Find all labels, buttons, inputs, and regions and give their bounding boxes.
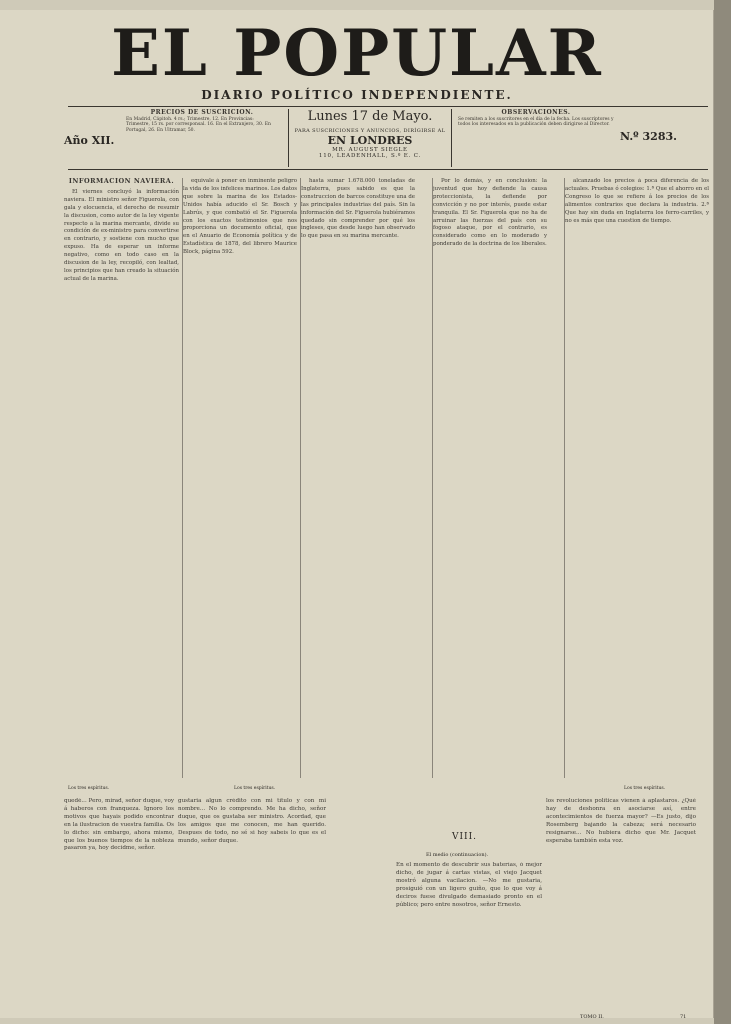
feuilleton-col-2: gustaria algun crédito con mi título y con mi nombre... No lo comprendo. Me ha dicho, señor duque, que os gustaba ser ministro. Acordad, que los amigos que me conocen, me han querido. Despues de todo, no sé si hoy sabeis lo que es el mundo, señor duque. — [178, 798, 326, 844]
column-3 — [300, 178, 415, 778]
observations-box — [458, 110, 614, 128]
page-edge — [714, 0, 731, 1024]
feuilleton-header — [64, 782, 712, 796]
year-label: Año XII. — [64, 134, 115, 147]
feuilleton-col-3: En el momento de descubrir sus baterías, ó mejor dicho, de jugar á cartas vistas, el viejo Jacquet mostró alguna vacilacion. —No me gustaria, prosiguió con un ligero guiño, que lo que voy á deciros fuese divulgado demasiado pronto en el público; pero entre nosotros, señor Ernesto. — [396, 862, 542, 908]
masthead — [0, 16, 714, 102]
issue-number: N.º 3283. — [620, 130, 677, 143]
newspaper-page — [0, 10, 714, 1018]
column-4 — [432, 178, 547, 778]
chapter-number: VIII. — [452, 832, 478, 842]
agent-address: 110, LEADENHALL, S.º E. C. — [318, 153, 422, 159]
column-heading: INFORMACION NAVIERA. — [68, 178, 175, 185]
column-text: alcanzado los precios á poca diferencia de los actuales. Pruebas ó colegios: 1.ª Que el ahorro en el Congreso lo que se refiere á los precios de los alimentos contrarios que declara la industria. 2.ª Que hay sin duda en Inglaterra los ferro-carriles, y no es más que una cuestion de tiempo. — [565, 178, 709, 224]
newspaper-title: EL POPULAR — [111, 16, 603, 91]
date-box — [288, 109, 452, 167]
subscription-text: En Madrid, Cápitoh. 4 rs.; Trimestre, 12. En Provincias: Trimestre, 15 rs. por corresponsal. 16. En el Extranjero, 30. En Portugal, 26. En Ultramar, 50. — [126, 117, 271, 133]
issue-date: Lunes 17 de Mayo. — [307, 109, 433, 124]
observations-title: OBSERVACIONES. — [501, 109, 571, 116]
observations-text: Se remiten a los suscritores en el día de la fecha. Los suscriptores y todos los interesados en la publicación deben dirigirse al Director. — [458, 117, 614, 128]
agent-name: MR. AUGUST SIEGLE — [332, 147, 408, 153]
feuilleton-col-4: los revoluciones políticas vienen á aplastaros. ¿Qué hay de deshonra en asociarse así, entre acontecimientos de fuerza mayor? —Es justo, dijo Rosemberg bajando la cabeza; será necesario resignarse... No hubiera dicho que Mr. Jacquet esperaba también esta voz. — [546, 798, 696, 844]
chapter-subhead: El medio (continuacion). — [426, 852, 489, 858]
feuilleton-left: Los tres espíritus. — [68, 786, 110, 791]
column-5 — [564, 178, 709, 778]
subscription-title: PRECIOS DE SUSCRICION. — [150, 109, 254, 116]
column-1 — [64, 178, 179, 778]
london-line: EN LONDRES — [327, 134, 413, 147]
page-number: 71 — [680, 1014, 687, 1020]
tome-label: TOMO II. — [580, 1014, 604, 1020]
feuilleton-mid: Los tres espíritus. — [234, 786, 276, 791]
column-text: Por lo demás, y en conclusion: la juventud que hoy defiende la causa proteccionista, la defiende por convicción y no por interés, puede estar tranquila. El Sr. Figuerola que no ha de arruinar las fuerzas del país con su fogoso ataque, por el contrario, es considerado como en lo moderado y ponderado de la doctrina de los liberales. — [433, 178, 547, 248]
feuilleton-right: Los tres espíritus. — [624, 786, 666, 791]
announcements-line: PARA SUSCRICIONES Y ANUNCIOS, DIRÍGIRSE AL — [294, 128, 446, 134]
column-text: hasta sumar 1.678.000 toneladas de Inglaterra, pues sabido es que la construccion de barcos constituye una de las principales industrias del país. Sin la información del Sr. Figuerola hubiéramos quedado sin comprender por qué los ingleses, que desde luego han observado lo que pasa en su marina mercante. — [301, 178, 415, 240]
subscription-box — [126, 110, 278, 133]
newspaper-subtitle: DIARIO POLÍTICO INDEPENDIENTE. — [201, 88, 513, 102]
column-text: El viernes concluyó la información naviera. El ministro señor Figuerola, con gala y elocuencia, el derecho de resumir la discusion, como autor de la ley vigente respecto a la marina mercante, divide su condición de ex-ministro para convertirse en contrario, y sostiene con mucho que expuso. Ha de esperar un informe negativo, como en todo caso en la discusion de la ley, recopiló, con lealtad, los principios que han creado la situación actual de la marina. — [64, 188, 179, 282]
column-2 — [182, 178, 297, 778]
feuilleton-col-1: quedé... Pero, mirad, señor duque, voy á haberos con franqueza. Ignoro los motivos que hayais podido encontrar en la ilustracion de vuestra familia. Os lo dicho: sin embargo, ahora mismo, que los buenos tiempos de la nobleza pasaron ya, hoy decidme, señor. — [64, 798, 174, 852]
column-text: equivale á poner en inminente peligro la vida de los infelices marinos. Los datos que sobre la marina de los Estados-Unidos había aducido el Sr. Bosch y Labrús, y que combatió el Sr. Figuerola con los exactos testimonios que nos proporciona un documento oficial, que en el Anuario de Economía política y de Estadística de 1878, del librero Maurice Block, página 592. — [183, 178, 297, 256]
article-columns — [64, 178, 712, 778]
